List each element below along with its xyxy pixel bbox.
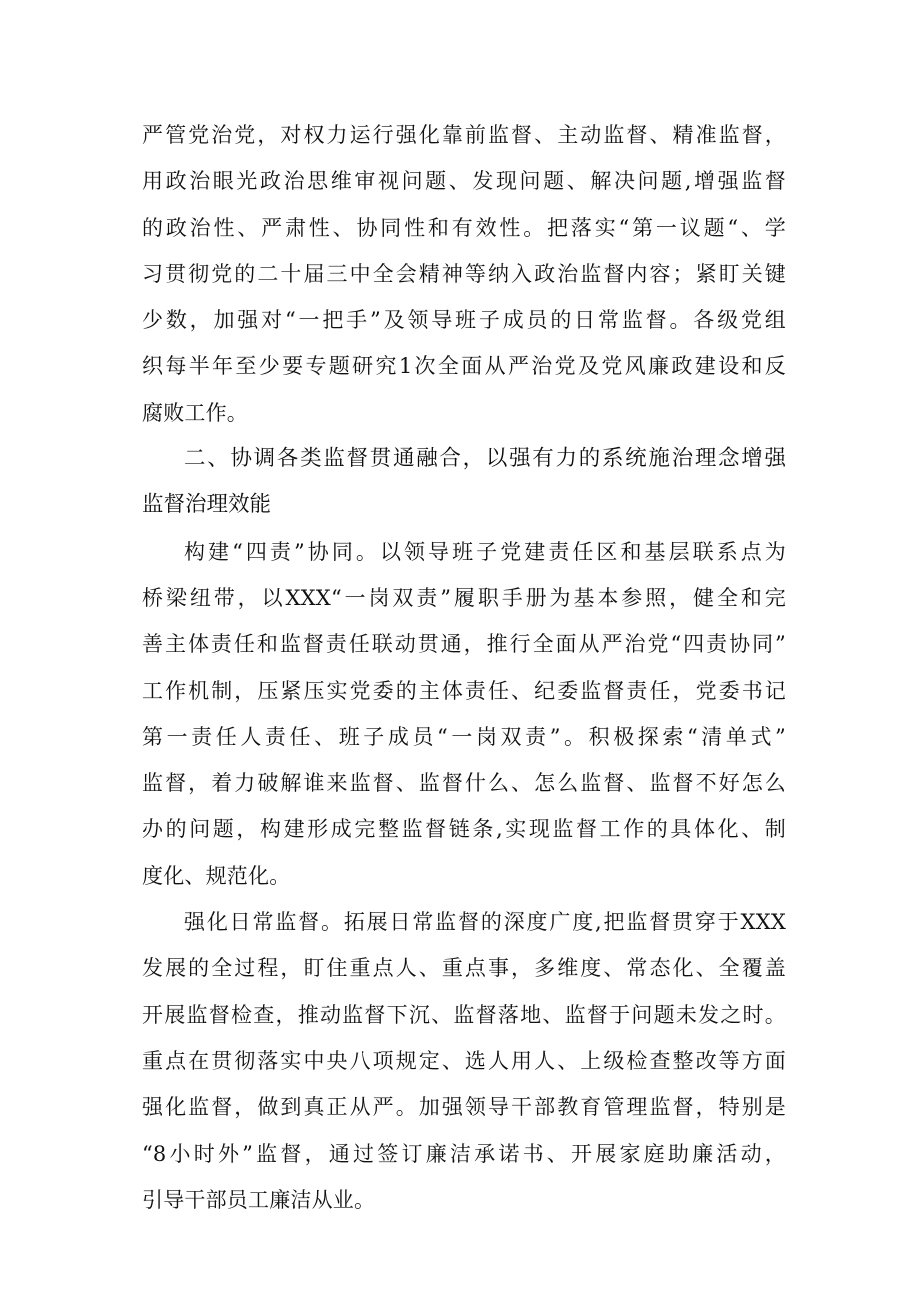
text-line: 的政治性、严肃性、协同性和有效性。把落实“第一议题“、学 bbox=[142, 215, 786, 240]
heading-line: 二、协调各类监督贯通融合，以强有力的系统施治理念增强 bbox=[184, 446, 786, 472]
heading-line: 监督治理效能 bbox=[142, 492, 272, 518]
text-line: 发展的全过程，盯住重点人、重点事，多维度、常态化、全覆盖 bbox=[142, 956, 786, 981]
text-line: 严管党治党，对权力运行强化靠前监督、主动监督、精准监督， bbox=[142, 123, 786, 147]
section-heading-2 bbox=[142, 436, 786, 529]
text-line: 习贯彻党的二十届三中全会精神等纳入政治监督内容；紧盯关键 bbox=[142, 261, 786, 286]
paragraph-party-governance bbox=[142, 112, 786, 436]
text-line: 监督，着力破解谁来监督、监督什么、怎么监督、监督不好怎么 bbox=[142, 771, 786, 796]
paragraph-daily-supervision bbox=[142, 899, 786, 1223]
text-line: 善主体责任和监督责任联动贯通，推行全面从严治党“四责协同” bbox=[142, 632, 786, 657]
text-line: “8小时外”监督，通过签订廉洁承诺书、开展家庭助廉活动， bbox=[142, 1141, 786, 1166]
text-line: 重点在贯彻落实中央八项规定、选人用人、上级检查整改等方面 bbox=[142, 1048, 786, 1073]
text-line: 用政治眼光政治思维审视问题、发现问题、解决问题,增强监督 bbox=[142, 169, 786, 194]
text-line: 少数，加强对“一把手”及领导班子成员的日常监督。各级党组 bbox=[142, 308, 786, 333]
text-line: 工作机制，压紧压实党委的主体责任、纪委监督责任，党委书记 bbox=[142, 678, 786, 703]
text-line: 第一责任人责任、班子成员“一岗双责”。积极探索“清单式” bbox=[142, 724, 786, 749]
text-line: 桥梁纽带，以XXX“一岗双责”履职手册为基本参照，健全和完 bbox=[142, 585, 786, 610]
paragraph-four-responsibilities bbox=[142, 529, 786, 899]
text-line: 构建“四责”协同。以领导班子党建责任区和基层联系点为 bbox=[184, 539, 786, 564]
text-line: 开展监督检查，推动监督下沉、监督落地、监督于问题未发之时。 bbox=[142, 1002, 786, 1027]
text-line: 强化日常监督。拓展日常监督的深度广度,把监督贯穿于XXX bbox=[184, 910, 786, 935]
text-line: 织每半年至少要专题研究1次全面从严治党及党风廉政建设和反 bbox=[142, 354, 786, 379]
text-line: 强化监督，做到真正从严。加强领导干部教育管理监督，特别是 bbox=[142, 1095, 786, 1120]
text-line: 办的问题，构建形成完整监督链条,实现监督工作的具体化、制 bbox=[142, 817, 786, 842]
text-line: 引导干部员工廉洁从业。 bbox=[142, 1187, 376, 1212]
text-line: 度化、规范化。 bbox=[142, 863, 291, 888]
text-line: 腐败工作。 bbox=[142, 400, 248, 425]
